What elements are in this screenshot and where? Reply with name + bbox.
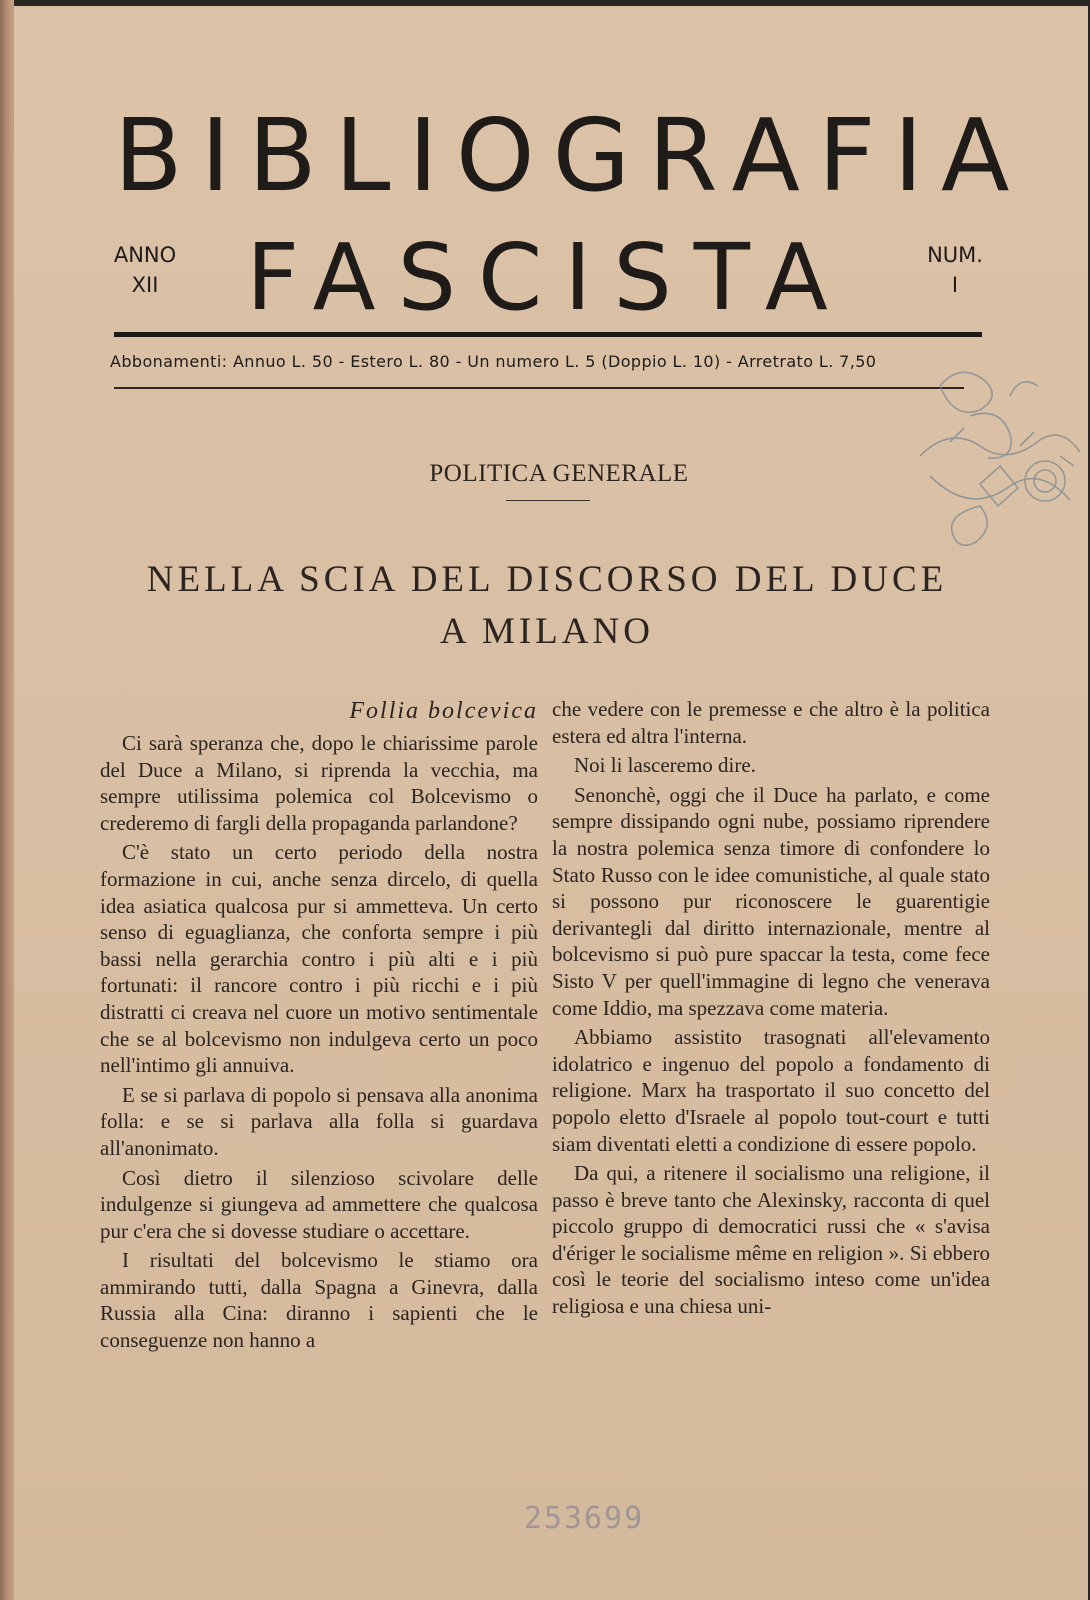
- paragraph: C'è stato un certo periodo della nostra formazione in cui, anche senza dircelo, di quella idea asiatica qualcosa pur si ammetteva. Un certo senso di eguaglianza, che conforta sempre i più bassi nella gerarchia contro i più alti e i più fortunati: il rancore contro i più ricchi e i più distratti ci creava nel cuore un motivo sentimentale che se al bolcevismo non indulgeva certo un poco nell'intimo gli annuiva.: [100, 840, 538, 1078]
- document-page: [14, 6, 1088, 1600]
- anno-block: [110, 240, 180, 300]
- paragraph: che vedere con le premesse e che altro è la politica estera ed altra l'interna.: [552, 697, 990, 748]
- book-spine: [0, 0, 14, 1600]
- article-headline: [102, 554, 992, 658]
- masthead-row: [102, 224, 994, 331]
- paragraph: Così dietro il silenzioso scivolare delle indulgenze si giungeva ad ammettere che qualcosa pur c'era che si dovesse studiare o accettare.: [100, 1165, 538, 1243]
- paragraph: Senonchè, oggi che il Duce ha parlato, e come sempre dissipando ogni nube, possiamo riprendere la nostra polemica senza timore di confondere lo Stato Russo con le idee comunistiche, al quale stato si possono pur riconoscere le guarentigie derivantegli dal diritto internazionale, mentre al bolcevismo si può pure spaccar la testa, come fece Sisto V per quell'immagine di legno che venerava come Iddio, ma spezzava come materia.: [552, 782, 990, 1020]
- num-label: NUM.: [927, 243, 983, 267]
- headline-line-2: A MILANO: [440, 611, 654, 652]
- headline-line-1: NELLA SCIA DEL DISCORSO DEL DUCE: [146, 559, 948, 600]
- article-column-right: [552, 696, 990, 1323]
- library-stamp-icon: [910, 346, 1090, 586]
- paragraph: Ci sarà speranza che, dopo le chiarissime parole del Duce a Milano, si riprenda la vecchia, ma sempre utilissima polemica col Bolcevismo o crederemo di fargli della propaganda parlandone?: [100, 731, 538, 835]
- num-block: [920, 240, 990, 300]
- shelfmark-number: 253699: [523, 1501, 645, 1536]
- paragraph: Da qui, a ritenere il socialismo una religione, il passo è breve tanto che Alexinsky, racconta di quel piccolo gruppo di democratici russi che « s'avisa d'ériger le socialisme même en religion ». Si ebbero così le teorie del socialismo inteso come un'idea religiosa e una chiesa uni-: [552, 1161, 990, 1319]
- section-heading: POLITICA GENERALE: [429, 460, 689, 487]
- article-column-left: [100, 696, 538, 1357]
- paragraph: Abbiamo assistito trasognati all'elevamento idolatrico e ingenuo del popolo a fondamento di religione. Marx ha trasportato il suo concetto del popolo eletto d'Israele al popolo tout-court e tutti siam diventati eletti a condizione di essere popolo.: [552, 1025, 990, 1156]
- num-value: I: [951, 273, 959, 297]
- anno-label: ANNO: [113, 243, 177, 267]
- article-subheading: Follia bolcevica: [349, 698, 538, 724]
- paragraph: E se si parlava di popolo si pensava alla anonima folla: e se si parlava alla folla si guardava all'anonimato.: [100, 1082, 538, 1160]
- masthead-rule: [114, 332, 982, 337]
- subscription-rule: [114, 387, 964, 389]
- anno-value: XII: [131, 273, 159, 297]
- masthead-title: BIBLIOGRAFIA: [114, 97, 1028, 214]
- paragraph: I risultati del bolcevismo le stiamo ora ammirando tutti, dalla Spagna a Ginevra, dalla Russia alla Cina: diranno i sapienti che le conseguenze non hanno a: [100, 1248, 538, 1353]
- paragraph: Noi li lasceremo dire.: [574, 753, 756, 778]
- masthead-subtitle: FASCISTA: [246, 224, 850, 331]
- section-rule: [506, 500, 590, 501]
- subscription-line: Abbonamenti: Annuo L. 50 - Estero L. 80 - Un numero L. 5 (Doppio L. 10) - Arretrato L. 7,50: [110, 352, 877, 371]
